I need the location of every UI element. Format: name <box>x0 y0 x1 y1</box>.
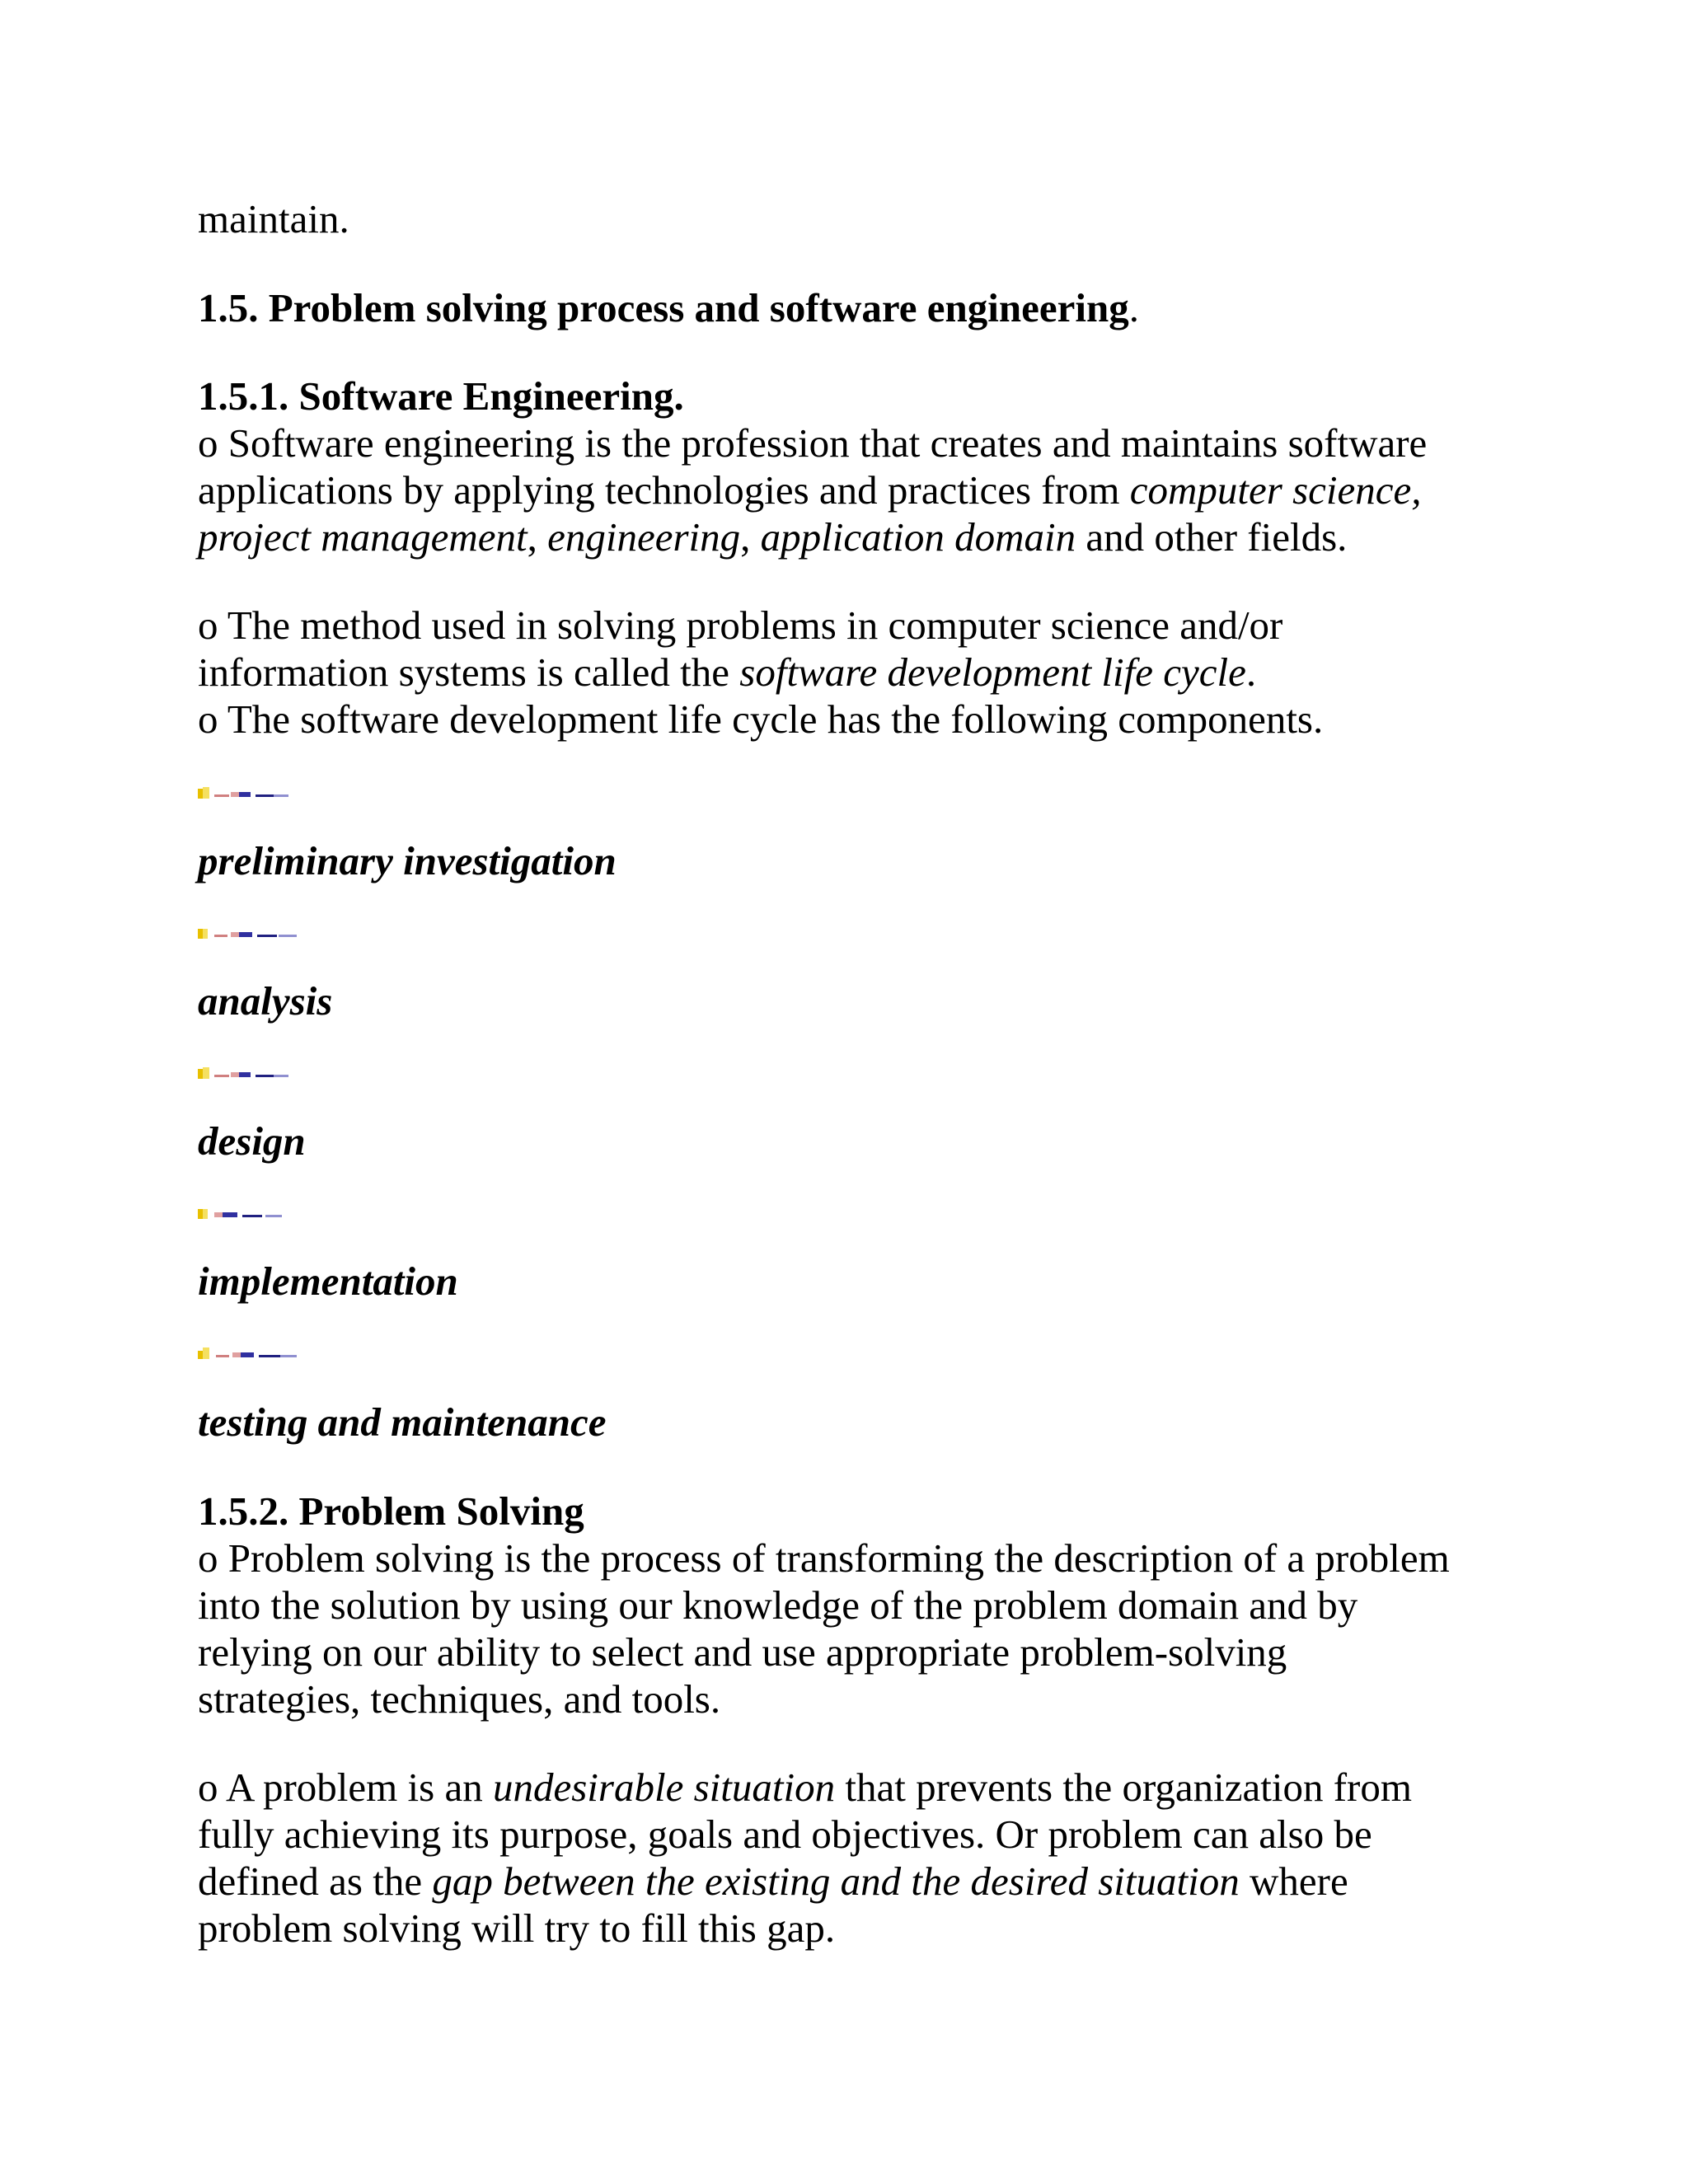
paragraph-line: problem solving will try to fill this gap. <box>198 1905 836 1951</box>
paragraph-line: into the solution by using our knowledge of the problem domain and by <box>198 1582 1358 1628</box>
lifecycle-item: implementation <box>198 1258 458 1304</box>
lifecycle-item: testing and maintenance <box>198 1399 607 1445</box>
italic-term: software development life cycle <box>739 649 1246 695</box>
section-heading-1-5-text: 1.5. Problem solving process and software engineering <box>198 285 1129 330</box>
section-heading-1-5-period: . <box>1128 285 1139 330</box>
paragraph-line <box>198 466 1422 514</box>
italic-term: gap between the existing and the desired situation <box>432 1858 1240 1904</box>
text-span: where <box>1239 1858 1348 1904</box>
paragraph-line: relying on our ability to select and use appropriate problem-solving <box>198 1629 1287 1675</box>
bullet-image <box>198 1207 338 1221</box>
text-span: . <box>1245 649 1257 695</box>
italic-term: undesirable situation <box>492 1765 836 1810</box>
subsection-heading-1-5-2: 1.5.2. Problem Solving <box>198 1488 584 1534</box>
text-span: , <box>527 514 548 560</box>
text-span: , <box>740 514 761 560</box>
lifecycle-item: design <box>198 1118 306 1164</box>
bullet-image <box>198 787 354 800</box>
text-span: and other fields. <box>1076 514 1348 560</box>
italic-term: engineering <box>547 514 741 560</box>
text-span: information systems is called the <box>198 649 740 695</box>
paragraph-line: o The software development life cycle has the following components. <box>198 696 1324 742</box>
paragraph-line: o The method used in solving problems in computer science and/or <box>198 602 1283 648</box>
italic-term: project management <box>198 514 528 560</box>
paragraph-line <box>198 1764 1412 1811</box>
paragraph-fragment: maintain. <box>198 196 349 241</box>
paragraph-line <box>198 513 1347 561</box>
bullet-image <box>198 1347 363 1361</box>
text-span: applications by applying technologies and practices from <box>198 467 1130 513</box>
subsection-heading-1-5-1: 1.5.1. Software Engineering. <box>198 373 684 419</box>
text-span: that prevents the organization from <box>835 1765 1412 1810</box>
lifecycle-item: preliminary investigation <box>198 838 617 883</box>
text-span: o A problem is an <box>198 1765 493 1810</box>
italic-term: computer science, <box>1129 467 1422 513</box>
paragraph-line <box>198 649 1256 696</box>
italic-term: application domain <box>760 514 1076 560</box>
section-heading-1-5 <box>198 284 1139 332</box>
text-span: defined as the <box>198 1858 433 1904</box>
paragraph-line: o Problem solving is the process of transforming the description of a problem <box>198 1535 1450 1581</box>
paragraph-line: strategies, techniques, and tools. <box>198 1676 721 1722</box>
paragraph-line <box>198 1858 1348 1905</box>
bullet-image <box>198 927 363 940</box>
paragraph-line: o Software engineering is the profession that creates and maintains software <box>198 420 1428 466</box>
lifecycle-item: analysis <box>198 978 333 1024</box>
bullet-image <box>198 1067 354 1080</box>
paragraph-line: fully achieving its purpose, goals and objectives. Or problem can also be <box>198 1811 1372 1857</box>
